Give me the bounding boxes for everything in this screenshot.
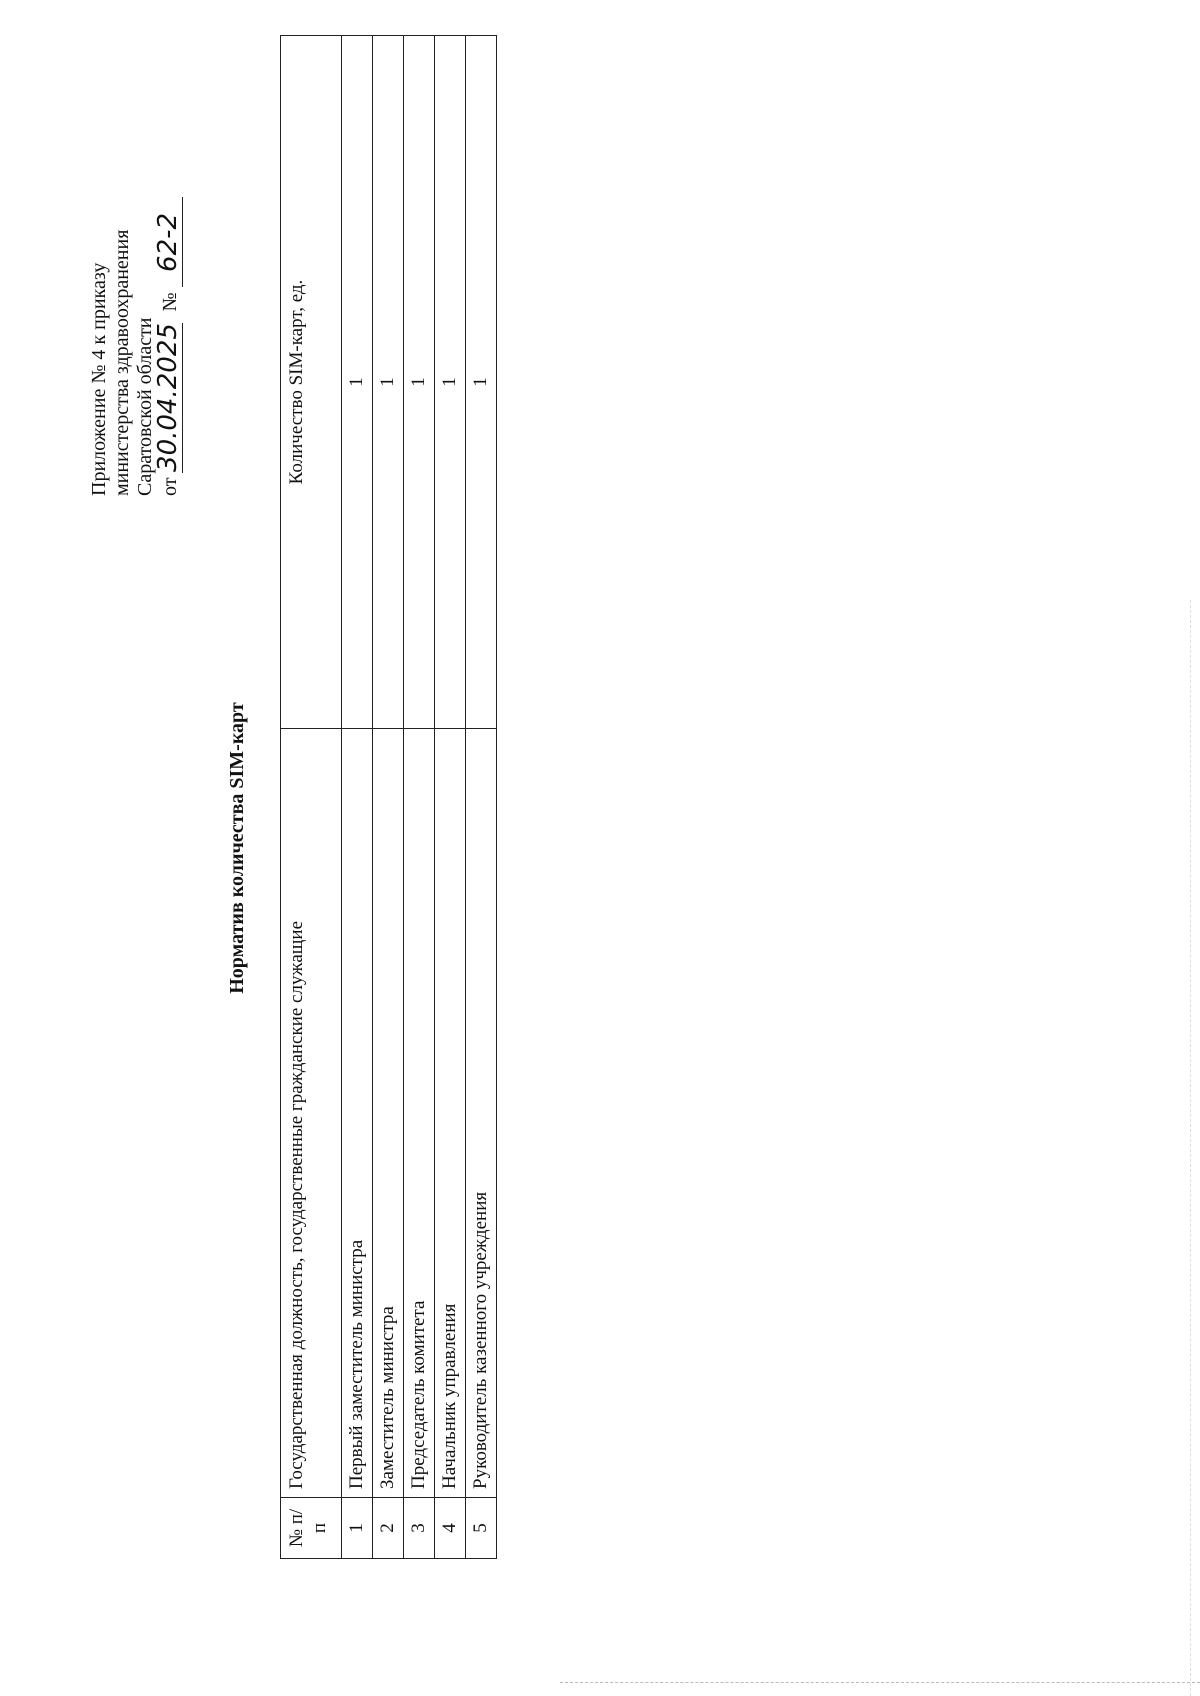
table-row <box>404 36 435 1559</box>
scan-artifact-line <box>560 1682 1200 1683</box>
table-row <box>466 36 497 1559</box>
header-num: № п/п <box>281 1498 342 1559</box>
number-field <box>153 197 183 287</box>
row-num: 1 <box>342 1498 373 1559</box>
table-header-row <box>281 36 342 1559</box>
row-position: Председатель комитета <box>404 729 435 1498</box>
document-title: Норматив количества SIM-карт <box>226 702 248 994</box>
appendix-header <box>88 116 183 496</box>
date-field <box>153 323 183 473</box>
table-row <box>342 36 373 1559</box>
handwritten-number: 62-2 <box>153 212 183 272</box>
table-row <box>373 36 404 1559</box>
row-qty: 1 <box>404 36 435 729</box>
handwritten-date: 30.04.2025 <box>153 323 183 472</box>
row-num: 5 <box>466 1498 497 1559</box>
row-num: 3 <box>404 1498 435 1559</box>
row-qty: 1 <box>435 36 466 729</box>
row-position: Руководитель казенного учреждения <box>466 729 497 1498</box>
number-prefix: № <box>159 292 181 312</box>
appendix-line-3: Саратовской области <box>134 317 156 496</box>
scan-edge-line <box>1190 600 1191 1696</box>
header-qty: Количество SIM-карт, ед. <box>281 36 342 729</box>
date-number-line <box>153 116 183 496</box>
appendix-line-2: министерства здравоохранения <box>111 229 133 496</box>
row-position: Заместитель министра <box>373 729 404 1498</box>
row-qty: 1 <box>373 36 404 729</box>
row-qty: 1 <box>342 36 373 729</box>
table-row <box>435 36 466 1559</box>
row-position: Первый заместитель министра <box>342 729 373 1498</box>
row-position: Начальник управления <box>435 729 466 1498</box>
sim-card-norm-table <box>280 35 497 1559</box>
row-num: 2 <box>373 1498 404 1559</box>
header-position: Государственная должность, государственные гражданские служащие <box>281 729 342 1498</box>
appendix-line-1: Приложение № 4 к приказу <box>88 262 110 496</box>
row-qty: 1 <box>466 36 497 729</box>
row-num: 4 <box>435 1498 466 1559</box>
date-prefix: от <box>159 477 181 496</box>
